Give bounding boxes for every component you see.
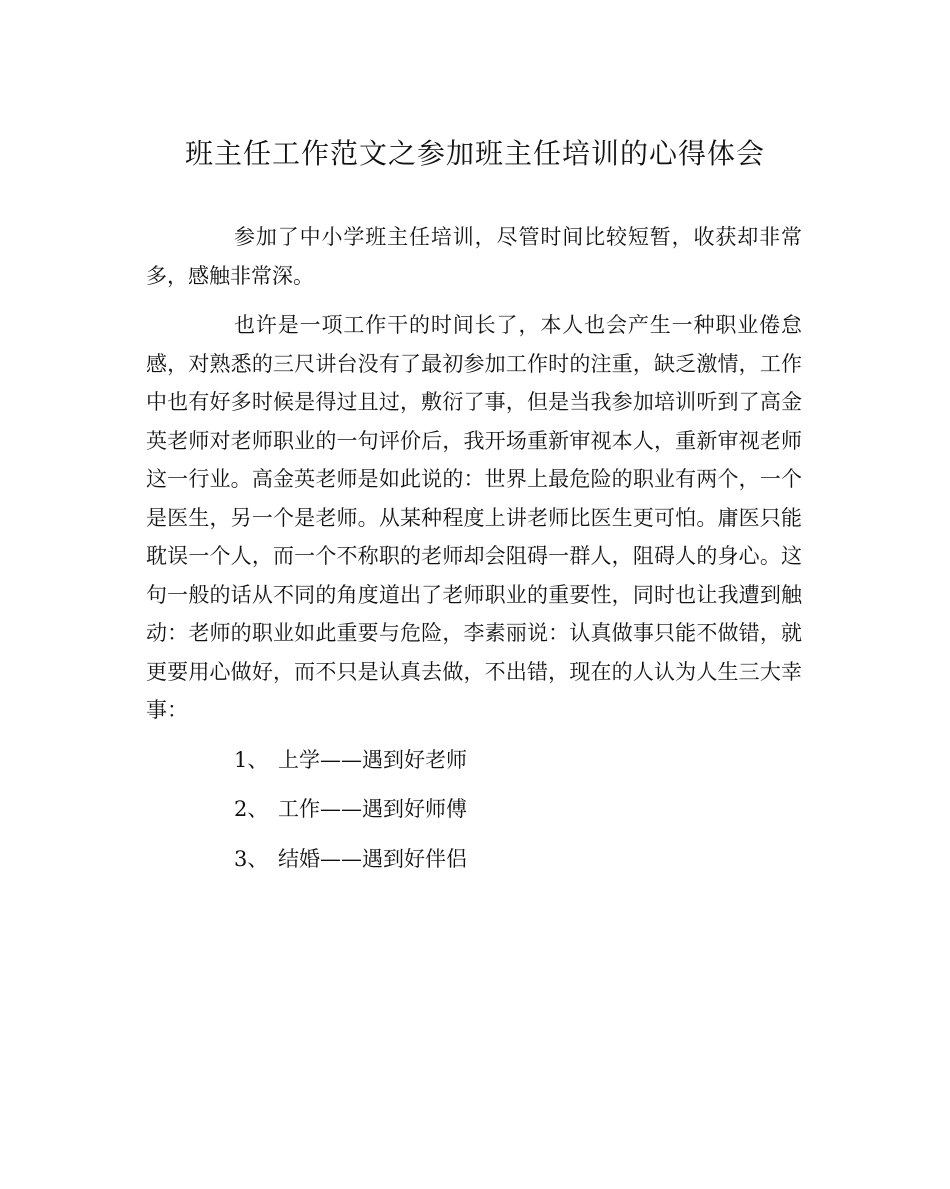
- list-item: [146, 790, 802, 829]
- document-title: 班主任工作范文之参加班主任培训的心得体会: [184, 137, 765, 170]
- list-item-number: 1、: [234, 747, 269, 772]
- document-body: [146, 218, 802, 889]
- list-item: [146, 840, 802, 879]
- list-item-number: 2、: [234, 797, 269, 821]
- paragraph-intro: 参加了中小学班主任培训，尽管时间比较短暂，收获却非常多，感触非常深。: [146, 225, 802, 288]
- list-item-text: 上学——遇到好老师: [278, 747, 467, 772]
- list-item: [146, 741, 802, 780]
- happiness-list: [146, 741, 802, 879]
- paragraph-main: 也许是一项工作干的时间长了，本人也会产生一种职业倦怠感，对熟悉的三尺讲台没有了最初参加工作时的注重，缺乏激情，工作中也有好多时候是得过且过，敷衍了事，但是当我参加培训听到了高金英老师对老师职业的一句评价后，我开场重新审视本人，重新审视老师这一行业。高金英老师是如此说的：世界上最危险的职业有两个，一个是医生，另一个是老师。从某种程度上讲老师比医生更可怕。庸医只能耽误一个人，而一个不称职的老师却会阻碍一群人，阻碍人的身心。这句一般的话从不同的角度道出了老师职业的重要性，同时也让我遭到触动：老师的职业如此重要与危险，李素丽说：认真做事只能不做错，就更要用心做好，而不只是认真去做，不出错，现在的人认为人生三大幸事：: [146, 313, 802, 722]
- list-item-text: 结婚——遇到好伴侣: [278, 846, 467, 871]
- list-item-text: 工作——遇到好师傅: [278, 797, 467, 821]
- list-item-number: 3、: [234, 846, 269, 871]
